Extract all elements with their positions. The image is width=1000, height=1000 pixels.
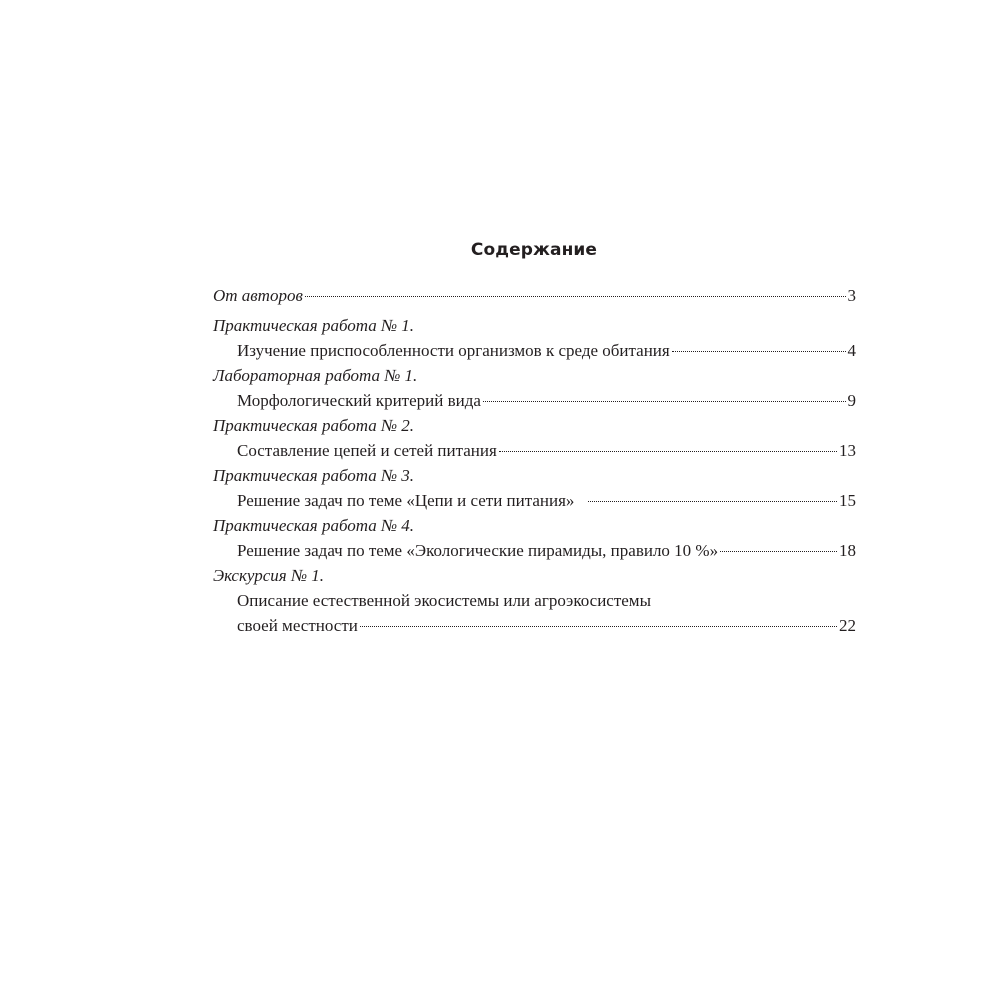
page-number: 22 — [839, 616, 856, 635]
dot-leader — [720, 551, 837, 552]
toc-text: своей местности — [237, 616, 358, 635]
toc-text: Решение задач по теме «Экологические пирамиды, правило 10 %» — [237, 541, 719, 560]
toc-entry — [213, 313, 856, 363]
toc-line — [213, 613, 856, 638]
toc-text: Решение задач по теме «Цепи и сети питания» — [237, 491, 575, 510]
toc-heading: От авторов — [213, 286, 303, 305]
toc-line — [213, 538, 856, 563]
toc-heading: Лабораторная работа № 1. — [213, 366, 418, 385]
dot-leader — [499, 451, 837, 452]
dot-leader — [483, 401, 846, 402]
toc-entry — [213, 413, 856, 463]
toc-heading: Экскурсия № 1. — [213, 566, 324, 585]
toc-line — [213, 438, 856, 463]
toc-line — [213, 388, 856, 413]
page-number: 18 — [839, 541, 856, 560]
toc-text-line: Описание естественной экосистемы или агроэкосистемы — [237, 591, 651, 610]
toc-line — [213, 338, 856, 363]
page-title: Содержание — [470, 240, 598, 260]
toc-line — [213, 488, 856, 513]
toc-text: Изучение приспособленности организмов к среде обитания — [237, 341, 670, 360]
table-of-contents — [213, 283, 856, 638]
dot-leader — [360, 626, 837, 627]
toc-line — [213, 283, 856, 308]
toc-heading: Практическая работа № 1. — [213, 316, 415, 335]
page-number: 3 — [847, 286, 856, 305]
dot-leader — [672, 351, 846, 352]
page-number: 15 — [839, 491, 856, 510]
page-number: 4 — [847, 341, 856, 360]
page-number: 13 — [839, 441, 856, 460]
toc-text: Морфологический критерий вида — [237, 391, 481, 410]
dot-leader — [305, 296, 846, 297]
toc-entry — [213, 513, 856, 563]
toc-heading: Практическая работа № 4. — [213, 516, 415, 535]
toc-entry — [213, 463, 856, 513]
dot-leader — [588, 501, 837, 502]
toc-entry — [213, 363, 856, 413]
toc-heading: Практическая работа № 2. — [213, 416, 415, 435]
toc-entry — [213, 563, 856, 638]
toc-text: Составление цепей и сетей питания — [237, 441, 497, 460]
toc-heading: Практическая работа № 3. — [213, 466, 415, 485]
page-number: 9 — [847, 391, 856, 410]
toc-entry — [213, 283, 856, 308]
